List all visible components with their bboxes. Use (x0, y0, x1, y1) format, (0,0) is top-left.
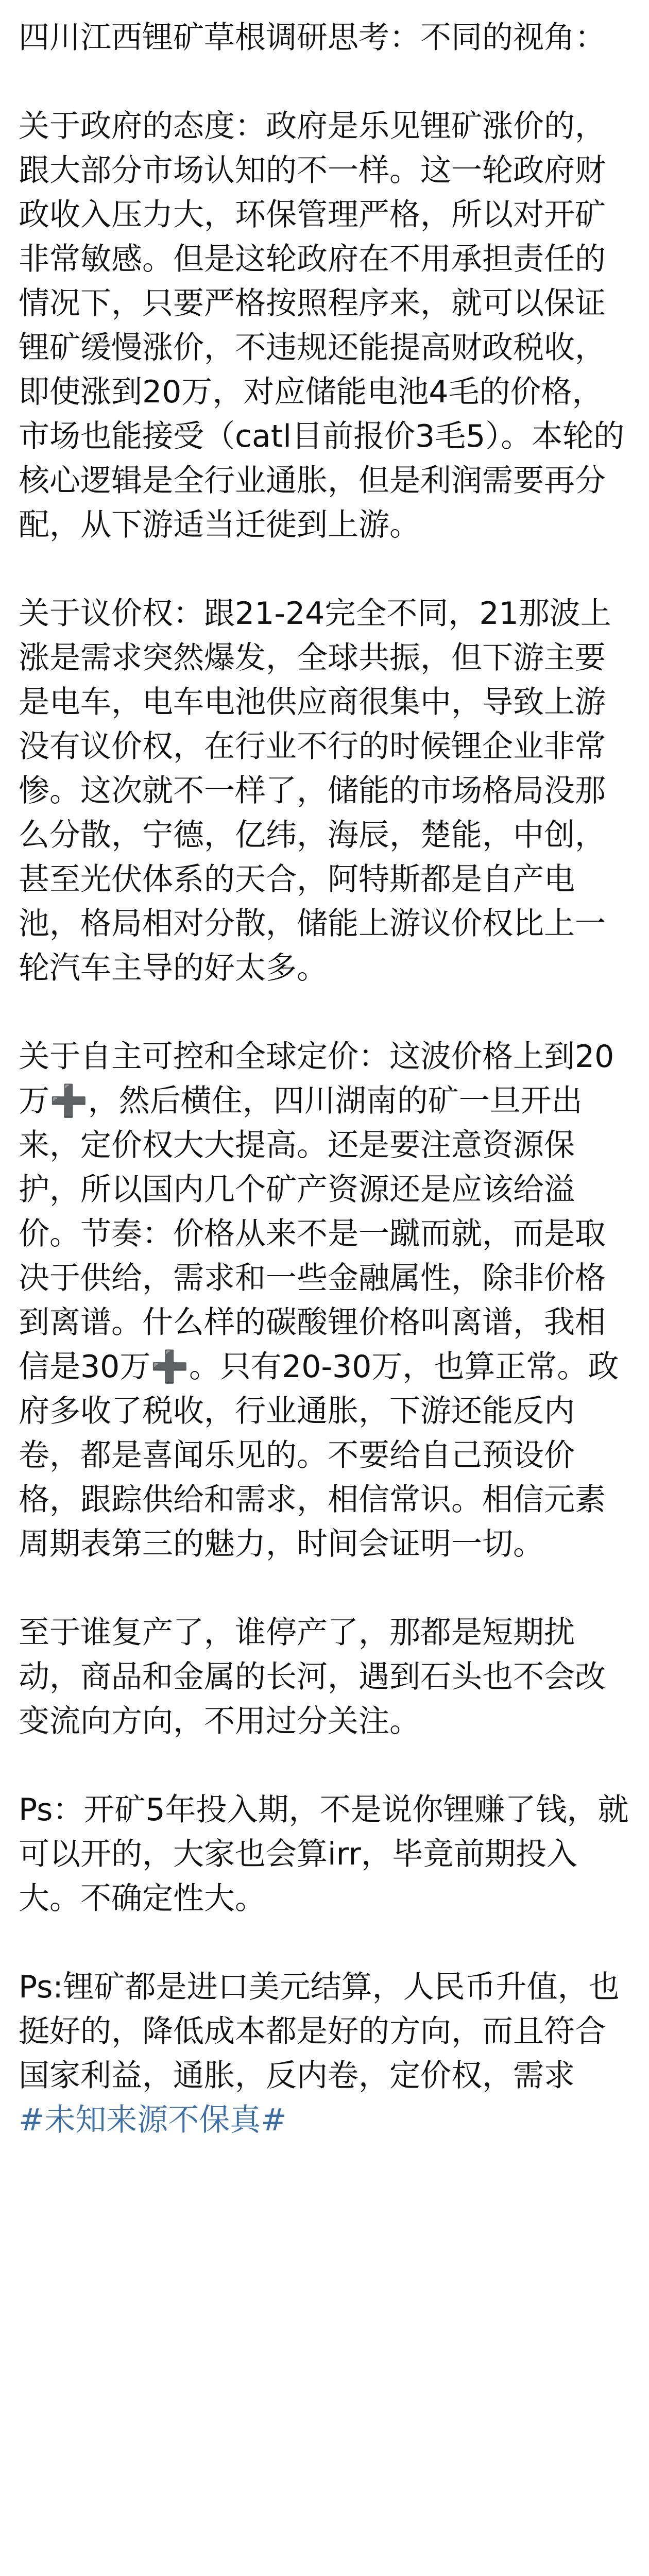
paragraph-production-noise: 至于谁复产了，谁停产了，那都是短期扰动，商品和金属的长河，遇到石头也不会改变流向方向，不用过分关注。 (19, 1615, 606, 1739)
paragraph-gap (19, 1566, 631, 1611)
paragraph-gap (19, 60, 631, 104)
paragraph-pricing-power: 关于议价权：跟21-24完全不同，21那波上涨是需求突然爆发，全球共振，但下游主要是电车，电车电池供应商很集中，导致上游没有议价权，在行业不行的时候锂企业非常惨。这次就不一样了，储能的市场格局没那么分散，宁德，亿纬，海辰，楚能，中创，甚至光伏体系的天合，阿特斯都是自产电池，格局相对分散，储能上游议价权比上一轮汽车主导的好太多。 (19, 596, 611, 986)
paragraph-gap (19, 547, 631, 591)
paragraph-ps-currency: Ps:锂矿都是进口美元结算，人民币升值，也挺好的，降低成本都是好的方向，而且符合国家利益，通胀，反内卷，定价权，需求 (19, 1969, 620, 2094)
paragraph-ps-mining: Ps：开矿5年投入期，不是说你锂赚了钱，就可以开的，大家也会算irr，毕竟前期投入大。不确定性大。 (19, 1792, 629, 1917)
article-title: 四川江西锂矿草根调研思考：不同的视角： (19, 20, 606, 56)
paragraph-gap (19, 1921, 631, 1965)
paragraph-gap (19, 1743, 631, 1788)
paragraph-government-attitude: 关于政府的态度：政府是乐见锂矿涨价的，跟大部分市场认知的不一样。这一轮政府财政收入压力大，环保管理严格，所以对开矿非常敏感。但是这轮政府在不用承担责任的情况下，只要严格按照程序来，就可以保证锂矿缓慢涨价，不违规还能提高财政税收，即使涨到20万，对应储能电池4毛的价格，市场也能接受（catl目前报价3毛5）。本轮的核心逻辑是全行业通胀，但是利润需要再分配，从下游适当迁徙到上游。 (19, 108, 625, 543)
paragraph-gap (19, 990, 631, 1035)
article-body (19, 15, 631, 2142)
hashtag-link[interactable]: #未知来源不保真# (19, 2102, 287, 2138)
paragraph-global-pricing: 关于自主可控和全球定价：这波价格上到20万➕，然后横住，四川湖南的矿一旦开出来，定价权大大提高。还是要注意资源保护，所以国内几个矿产资源还是应该给溢价。节奏：价格从来不是一蹴而就，而是取决于供给，需求和一些金融属性，除非价格到离谱。什么样的碳酸锂价格叫离谱，我相信是30万➕。只有20-30万，也算正常。政府多收了税收，行业通胀，下游还能反内卷，都是喜闻乐见的。不要给自己预设价格，跟踪供给和需求，相信常识。相信元素周期表第三的魅力，时间会证明一切。 (19, 1039, 619, 1562)
